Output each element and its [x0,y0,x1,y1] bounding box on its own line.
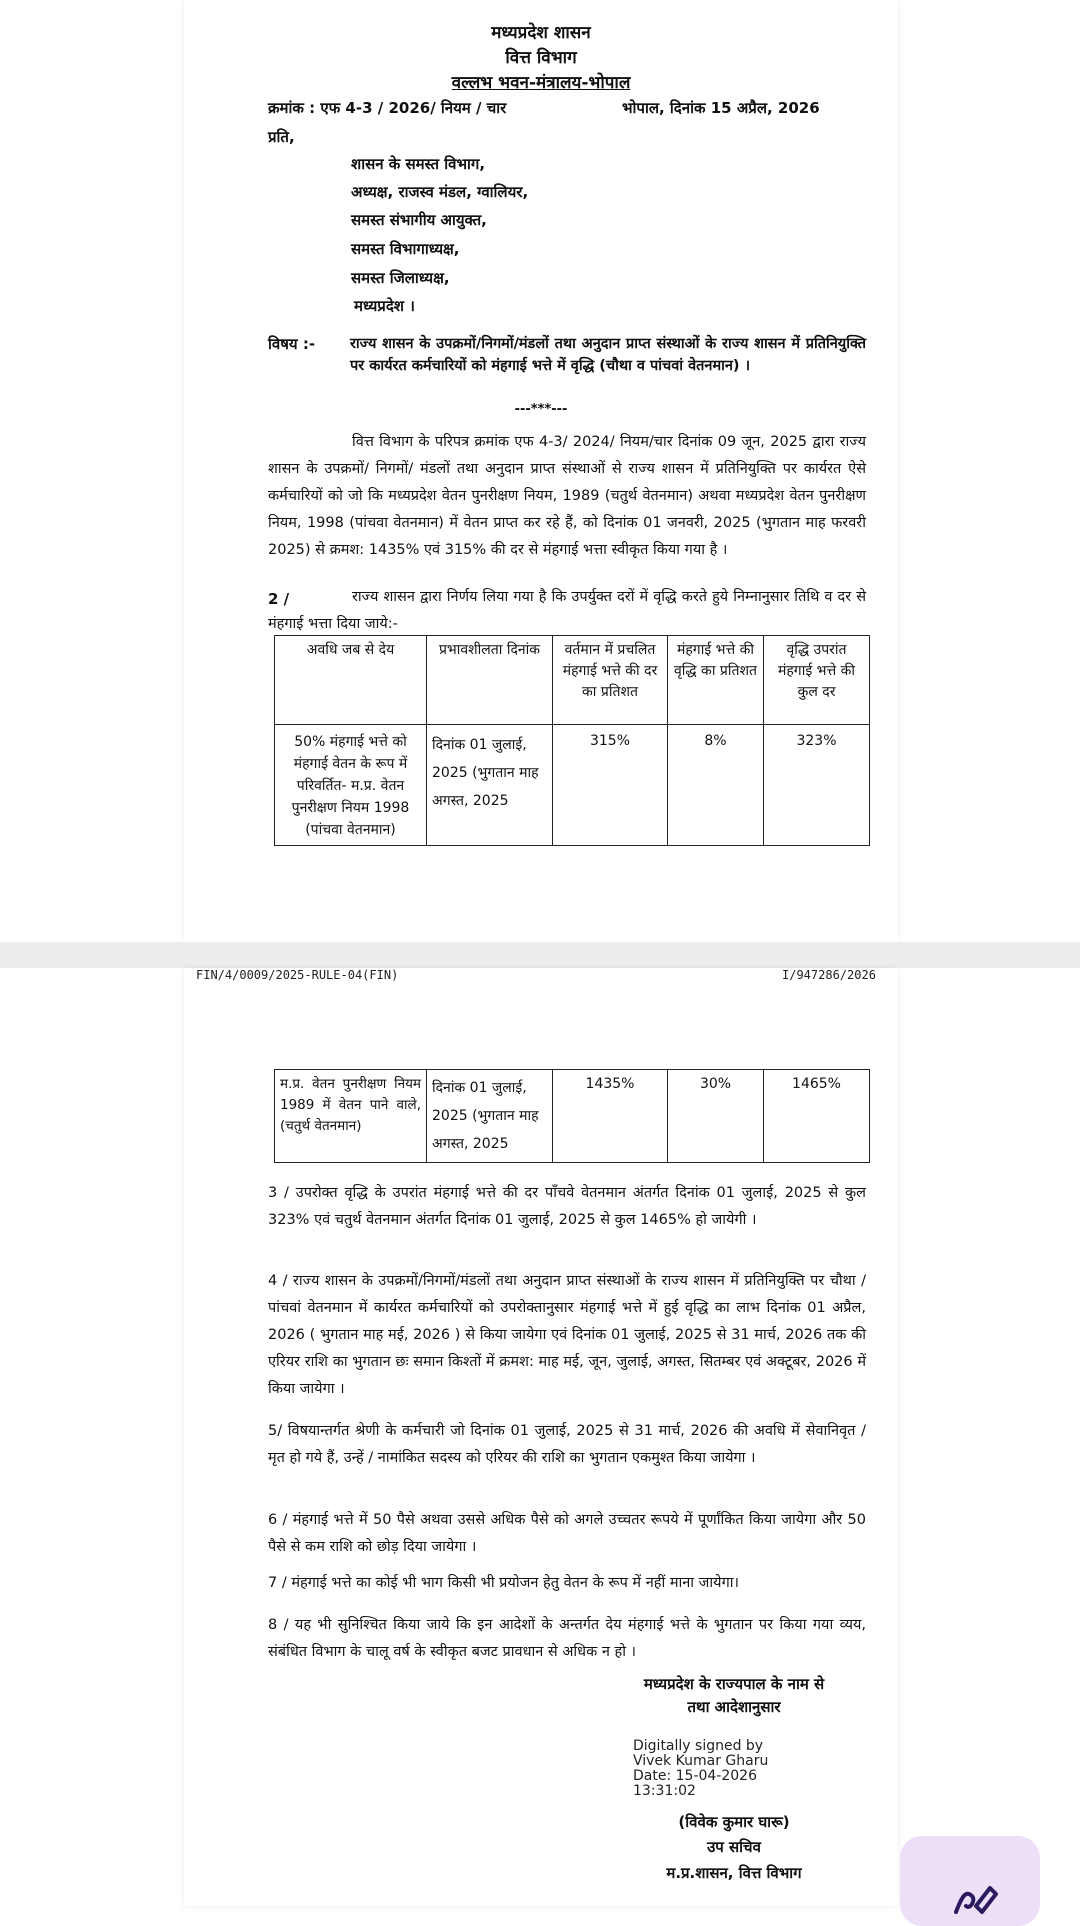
table-header-row [275,636,870,725]
addressee: अध्यक्ष, राजस्व मंडल, ग्वालियर, [351,183,529,201]
addressee: शासन के समस्त विभाग, [351,155,486,173]
table-header-cell: अवधि जब से देय [275,636,427,725]
table-cell: 323% [764,725,870,846]
table-cell: 1465% [764,1070,870,1163]
document-page-1 [184,0,898,942]
paragraph-2: राज्य शासन द्वारा निर्णय लिया गया है कि उपर्युक्त दरों में वृद्धि करते हुये निम्नानुसार तिथि व दर से मंहगाई भत्ता दिया जाये:- [268,589,866,632]
signatory-name: (विवेक कुमार घारू) [678,1813,790,1831]
table-cell: 30% [668,1070,764,1163]
table-cell: 315% [553,725,668,846]
file-reference: FIN/4/0009/2025-RULE-04(FIN) [196,968,399,982]
digital-signature-line: Digitally signed by [633,1738,764,1754]
table-header-cell: वृद्धि उपरांत मंहगाई भत्ते की कुल दर [764,636,870,725]
signatory-designation: उप सचिव [707,1838,761,1856]
paragraph-8: 8 / यह भी सुनिश्चित किया जाये कि इन आदेशों के अन्तर्गत देय मंहगाई भत्ते के भुगतान पर किया गया व्यय, संबंधित विभाग के चालू वर्ष के स्वीकृत बजट प्रावधान से अधिक न हो । [268,1617,866,1660]
table-cell: 1435% [553,1070,668,1163]
table-cell: म.प्र. वेतन पुनरीक्षण नियम 1989 में वेतन पाने वाले, (चतुर्थ वेतनमान) [275,1070,427,1163]
subject-label: विषय :- [268,335,316,353]
table-cell: दिनांक 01 जुलाई, 2025 (भुगतान माह अगस्त, 2025 [427,1070,553,1163]
header-state: मध्यप्रदेश शासन [491,23,591,43]
paragraph-3: 3 / उपरोक्त वृद्धि के उपरांत मंहगाई भत्ते की दर पाँचवे वेतनमान अंतर्गत दिनांक 01 जुलाई, 2025 से कुल 323% एवं चतुर्थ वेतनमान अंतर्गत दिनांक 01 जुलाई, 2025 से कुल 1465% हो जायेगी । [268,1185,866,1228]
table-cell: 50% मंहगाई भत्ते को मंहगाई वेतन के रूप में परिवर्तित- म.प्र. वेतन पुनरीक्षण नियम 1998 (पांचवा वेतनमान) [275,725,427,846]
paragraph-2-number: 2 / [268,590,290,608]
table-header-cell: मंहगाई भत्ते की वृद्धि का प्रतिशत [668,636,764,725]
edit-pen-icon [952,1876,998,1920]
paragraph-5: 5/ विषयान्तर्गत श्रेणी के कर्मचारी जो दिनांक 01 जुलाई, 2025 से 31 मार्च, 2026 की अवधि में सेवानिवृत / मृत हो गये हैं, उन्हें / नामांकित सदस्य को एरियर की राशि का भुगतान एकमुश्त किया जायेगा । [268,1423,866,1466]
digital-signature-line: 13:31:02 [633,1783,696,1799]
reference-number: क्रमांक : एफ 4-3 / 2026/ नियम / चार [268,99,507,117]
subject-text: राज्य शासन के उपक्रमों/निगमों/मंडलों तथा अनुदान प्राप्त संस्थाओं के राज्य शासन में प्रतिनियुक्ति पर कार्यरत कर्मचारियों को मंहगाई भत्ते में वृद्धि (चौथा व पांचवां वेतनमान) । [350,336,866,374]
signoff-line-1: मध्यप्रदेश के राज्यपाल के नाम से [643,1675,825,1693]
place-date: भोपाल, दिनांक 15 अप्रैल, 2026 [622,99,820,117]
paragraph-1: वित्त विभाग के परिपत्र क्रमांक एफ 4-3/ 2024/ नियम/चार दिनांक 09 जून, 2025 द्वारा राज्य शासन के उपक्रमों/ निगमों/ मंडलों तथा अनुदान प्राप्त संस्थाओं से राज्य शासन में प्रतिनियुक्ति पर कार्यरत ऐसे कर्मचारियों को जो कि मध्यप्रदेश वेतन पुनरीक्षण नियम, 1989 (चतुर्थ वेतनमान) अथवा मध्यप्रदेश वेतन पुनरीक्षण नियम, 1998 (पांचवा वेतनमान) में वेतन प्राप्त कर रहे हैं, को दिनांक 01 जनवरी, 2025 (भुगतान माह फरवरी 2025) से क्रमश: 1435% एवं 315% की दर से मंहगाई भत्ता स्वीकृत किया गया है । [268,434,866,558]
table-header-cell: वर्तमान में प्रचलित मंहगाई भत्ते की दर का प्रतिशत [553,636,668,725]
prati-label: प्रति, [268,128,295,146]
digital-signature-line: Vivek Kumar Gharu [633,1753,769,1769]
paragraph-6: 6 / मंहगाई भत्ते में 50 पैसे अथवा उससे अधिक पैसे को अगले उच्चतर रूपये में पूर्णांकित किया जायेगा और 50 पैसे से कम राशि को छोड़ दिया जायेगा । [268,1512,866,1555]
addressee: समस्त जिलाध्यक्ष, [351,269,450,287]
addressee: मध्यप्रदेश । [354,297,415,315]
table-row [275,1070,870,1163]
document-page-2 [184,968,898,1906]
header-address: वल्लभ भवन-मंत्रालय-भोपाल [451,73,631,93]
table-cell: दिनांक 01 जुलाई, 2025 (भुगतान माह अगस्त, 2025 [427,725,553,846]
paragraph-4: 4 / राज्य शासन के उपक्रमों/निगमों/मंडलों तथा अनुदान प्राप्त संस्थाओं के राज्य शासन में प्रतिनियुक्ति पर चौथा / पांचवां वेतनमान में कार्यरत कर्मचारियों को उपरोक्तानुसार मंहगाई भत्ते में हुई वृद्धि का लाभ दिनांक 01 अप्रैल, 2026 ( भुगतान माह मई, 2026 ) से किया जायेगा एवं दिनांक 01 जुलाई, 2025 से 31 मार्च, 2026 तक की एरियर राशि का भुगतान छः समान किश्तों में क्रमश: माह मई, जून, जुलाई, अगस्त, सितम्बर एवं अक्टूबर, 2026 में किया जायेगा । [268,1273,866,1397]
table-header-cell: प्रभावशीलता दिनांक [427,636,553,725]
document-id: I/947286/2026 [782,968,876,982]
separator: ---***--- [514,402,568,417]
signoff-line-2: तथा आदेशानुसार [687,1698,781,1716]
da-rate-table [274,635,870,846]
da-rate-table-continued [274,1069,870,1163]
addressee: समस्त संभागीय आयुक्त, [351,211,487,229]
digital-signature-line: Date: 15-04-2026 [633,1768,757,1784]
header-department: वित्त विभाग [505,48,577,68]
table-row [275,725,870,846]
page-separator [0,942,1080,968]
signatory-office: म.प्र.शासन, वित्त विभाग [666,1864,802,1882]
edit-fab-button[interactable] [900,1836,1040,1926]
paragraph-7: 7 / मंहगाई भत्ते का कोई भी भाग किसी भी प्रयोजन हेतु वेतन के रूप में नहीं माना जायेगा। [268,1575,739,1591]
addressee: समस्त विभागाध्यक्ष, [351,240,460,258]
table-cell: 8% [668,725,764,846]
